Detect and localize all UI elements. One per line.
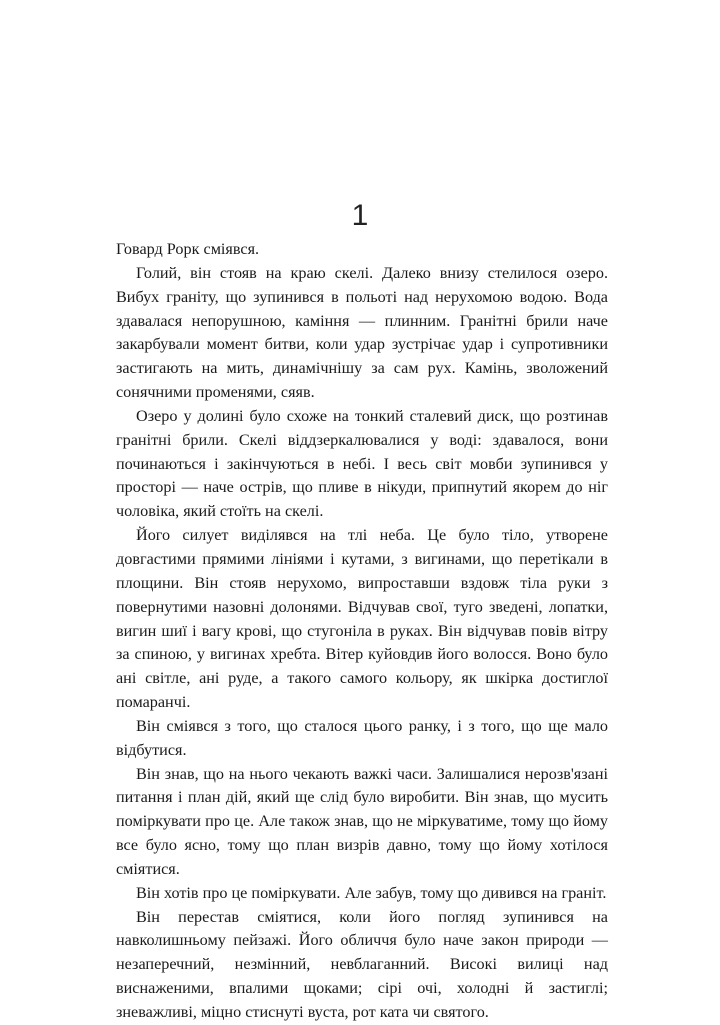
chapter-number: 1	[351, 199, 369, 232]
paragraph: Говард Рорк сміявся.	[116, 240, 260, 258]
paragraph: Він сміявся з того, що сталося цього ранку, і з того, що ще мало відбутися.	[116, 716, 608, 759]
paragraph: Озеро у долині було схоже на тонкий сталевий диск, що розтинав гранітні брили. Скелі віддзеркалювалися у воді: здавалося, вони починаються і закінчуються в небі. І весь світ мовби зупинився у просторі — наче острів, що пливе в нікуди, припнутий якорем до ніг чоловіка, який стоїть на скелі.	[116, 406, 608, 521]
paragraph: Він перестав сміятися, коли його погляд зупинився на навколишньому пейзажі. Його обличчя було наче закон природи — незаперечний, незмінний, невблаганний. Високі вилиці над виснаженими, впалими щоками; сірі очі, холодні й застиглі; зневажливі, міцно стиснуті вуста, рот ката чи святого.	[116, 907, 608, 1021]
paragraph: Голий, він стояв на краю скелі. Далеко внизу стелилося озеро. Вибух граніту, що зупинився в польоті над нерухомою водою. Вода здавалася непорушною, каміння — плинним. Гранітні брили наче закарбували момент битви, коли удар зустрічає удар і супротивники застигають на мить, динамічнішу за сам рух. Камінь, зволожений сонячними променями, сяяв.	[116, 263, 608, 402]
paragraph: Він знав, що на нього чекають важкі часи. Залишалися нерозв'язані питання і план дій, який ще слід було виробити. Він знав, що мусить поміркувати про це. Але також знав, що не міркуватиме, тому що йому все було ясно, тому що план визрів давно, тому що йому хотілося сміятися.	[116, 764, 608, 878]
chapter-text	[116, 238, 608, 1025]
paragraph: Він хотів про це поміркувати. Але забув, тому що дивився на граніт.	[136, 883, 607, 902]
paragraph: Його силует виділявся на тлі неба. Це було тіло, утворене довгастими прямими лініями і кутами, з вигинами, що перетікали в площини. Він стояв нерухомо, випроставши вздовж тіла руки з повернутими назовні долонями. Відчував свої, туго зведені, лопатки, вигин шиї і вагу крові, що стугоніла в руках. Він відчував повів вітру за спиною, у вигинах хребта. Вітер куйовдив його волосся. Воно було ані світле, ані руде, а такого самого кольору, як шкірка достиглої помаранчі.	[116, 526, 608, 712]
